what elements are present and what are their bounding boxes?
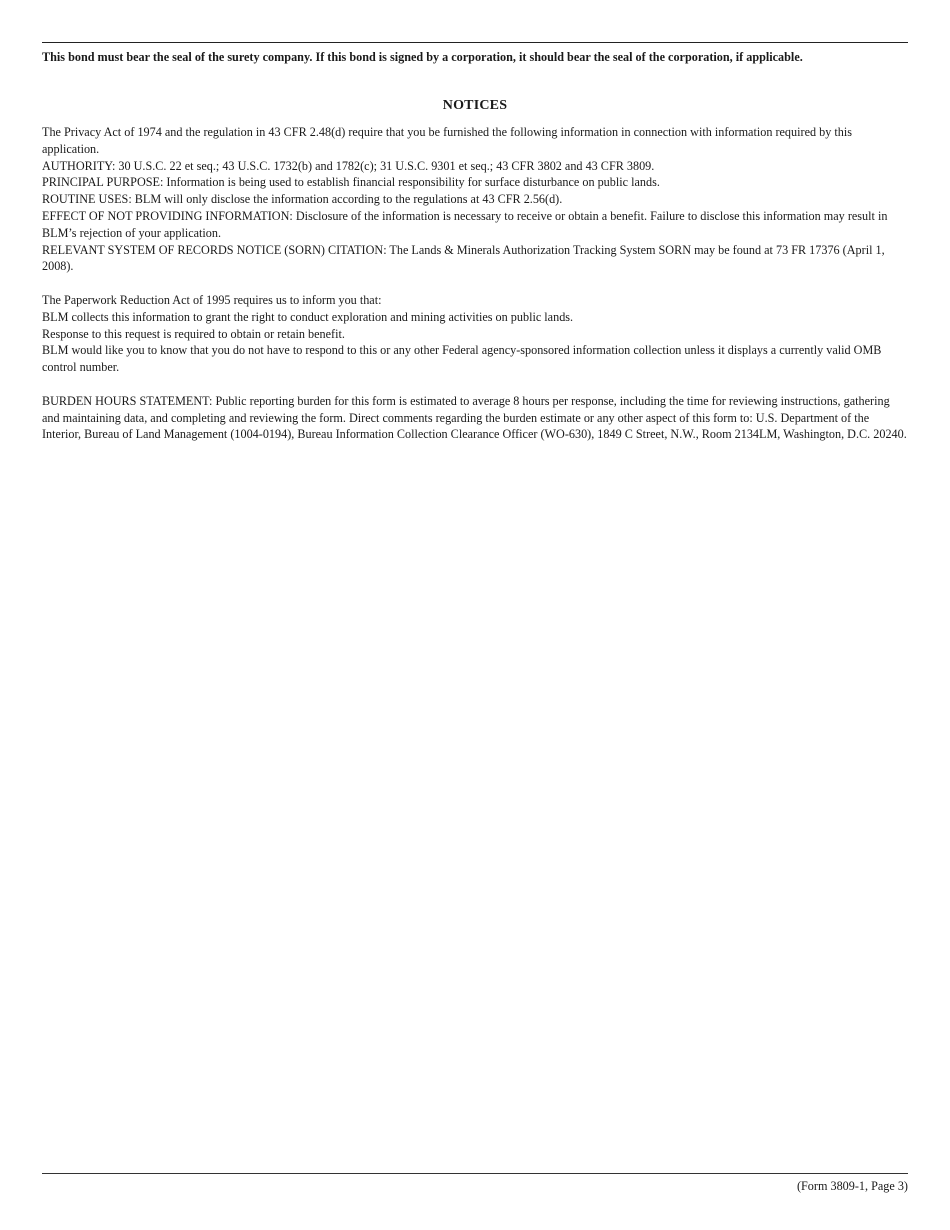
paragraph-spacer bbox=[42, 376, 908, 393]
burden-hours-paragraph: BURDEN HOURS STATEMENT: Public reporting burden for this form is estimated to average 8 hours per response, including the time for reviewing instructions, gathering and maintaining data, and completing and reviewing the form. Direct comments regarding the burden estimate or any other aspect of this form to: U.S. Department of the Interior, Bureau of Land Management (1004-0194), Bureau Information Collection Clearance Officer (WO-630), 1849 C Street, N.W., Room 2134LM, Washington, D.C. 20240. bbox=[42, 393, 907, 442]
paperwork-omb-paragraph: BLM would like you to know that you do not have to respond to this or any other Federal agency-sponsored information collection unless it displays a currently valid OMB control number. bbox=[42, 343, 882, 375]
principal-purpose-paragraph: PRINCIPAL PURPOSE: Information is being used to establish financial responsibility for surface disturbance on public lands. bbox=[42, 175, 660, 190]
top-divider bbox=[42, 42, 908, 43]
privacy-act-paragraph: The Privacy Act of 1974 and the regulation in 43 CFR 2.48(d) require that you be furnished the following information in connection with information required by this application. bbox=[42, 125, 852, 156]
routine-uses-paragraph: ROUTINE USES: BLM will only disclose the information according to the regulations at 43 CFR 2.56(d). bbox=[42, 192, 563, 207]
paperwork-response-paragraph: Response to this request is required to obtain or retain benefit. bbox=[42, 326, 345, 341]
sorn-paragraph: RELEVANT SYSTEM OF RECORDS NOTICE (SORN) CITATION: The Lands & Minerals Authorization Tracking System SORN may be found at 73 FR 17376 (April 1, 2008). bbox=[42, 242, 885, 274]
paragraph-spacer bbox=[42, 275, 908, 292]
form-page bbox=[42, 0, 908, 1230]
notices-heading: NOTICES bbox=[442, 98, 508, 113]
authority-paragraph: AUTHORITY: 30 U.S.C. 22 et seq.; 43 U.S.C. 1732(b) and 1782(c); 31 U.S.C. 9301 et seq.; 43 CFR 3802 and 43 CFR 3809. bbox=[42, 158, 655, 173]
form-page-label: (Form 3809-1, Page 3) bbox=[796, 1179, 908, 1193]
seal-requirement-note: This bond must bear the seal of the surety company. If this bond is signed by a corporation, it should bear the seal of the corporation, if applicable. bbox=[42, 50, 803, 64]
paperwork-collects-paragraph: BLM collects this information to grant the right to conduct exploration and mining activities on public lands. bbox=[42, 309, 574, 324]
paperwork-intro-paragraph: The Paperwork Reduction Act of 1995 requires us to inform you that: bbox=[42, 292, 382, 307]
bottom-divider bbox=[42, 1173, 908, 1174]
effect-paragraph: EFFECT OF NOT PROVIDING INFORMATION: Disclosure of the information is necessary to receive or obtain a benefit. Failure to disclose this information may result in BLM’s rejection of your application. bbox=[42, 208, 888, 240]
notices-body bbox=[42, 124, 908, 443]
